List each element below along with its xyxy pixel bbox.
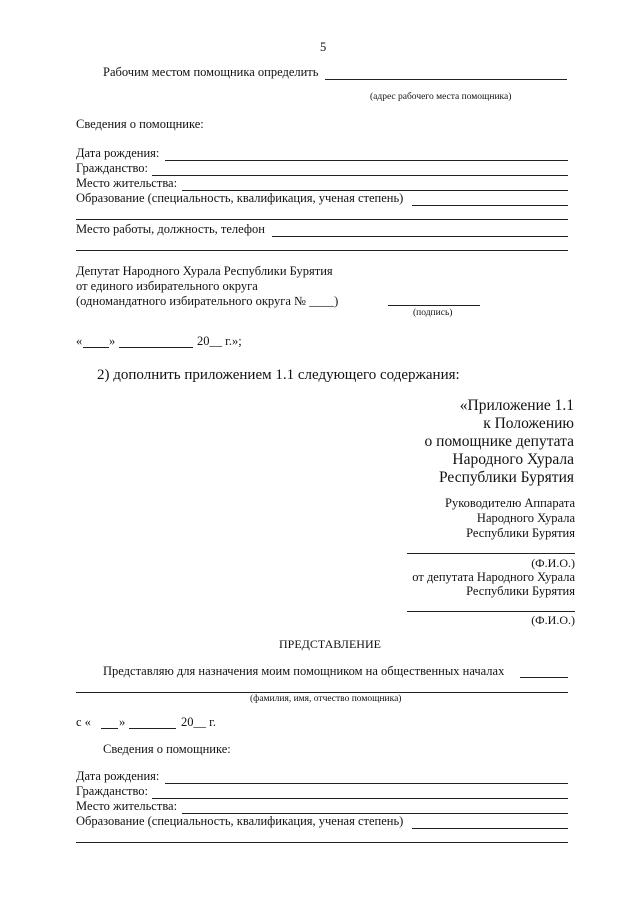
- assistant-info-heading-2: Сведения о помощнике:: [103, 742, 231, 756]
- addressee-fio-caption: (Ф.И.О.): [531, 556, 575, 570]
- appendix-line-5: Республики Бурятия: [439, 469, 574, 486]
- education-extra-line-2[interactable]: [76, 842, 568, 843]
- birth-date-field-line[interactable]: [165, 160, 568, 161]
- appendix-line-1: «Приложение 1.1: [459, 397, 574, 414]
- addressee-line-1: Руководителю Аппарата: [445, 496, 575, 510]
- signature-field-line[interactable]: [388, 305, 480, 306]
- deputy-line-2: от единого избирательного округа: [76, 279, 258, 293]
- education-field-line-2[interactable]: [412, 828, 568, 829]
- addressee-line-2: Народного Хурала: [476, 511, 575, 525]
- workplace-label: Рабочим местом помощника определить: [103, 65, 319, 79]
- date-close-quote: »: [109, 334, 116, 348]
- amendment-text: 2) дополнить приложением 1.1 следующего содержания:: [97, 367, 460, 383]
- page-number: 5: [320, 40, 327, 54]
- birth-date-label: Дата рождения:: [76, 146, 160, 160]
- rep-date-month-field-line[interactable]: [129, 728, 176, 729]
- rep-date-close-quote: »: [119, 715, 126, 729]
- birth-date-field-line-2[interactable]: [165, 783, 568, 784]
- workplace-field-line[interactable]: [325, 79, 567, 80]
- work-field-line[interactable]: [272, 236, 568, 237]
- date-day-field-line[interactable]: [83, 347, 109, 348]
- deputy-line-1: Депутат Народного Хурала Республики Бурятия: [76, 264, 333, 278]
- education-field-line[interactable]: [412, 205, 568, 206]
- assistant-name-extra-line[interactable]: [76, 692, 568, 693]
- residence-label-2: Место жительства:: [76, 799, 178, 813]
- deputy-fio-field-line[interactable]: [407, 611, 575, 612]
- date-open-quote: «: [76, 334, 83, 348]
- citizenship-label: Гражданство:: [76, 161, 149, 175]
- workplace-caption: (адрес рабочего места помощника): [370, 92, 512, 102]
- appendix-line-4: Народного Хурала: [452, 451, 574, 468]
- signature-caption: (подпись): [413, 308, 453, 318]
- rep-date-prefix: с «: [76, 715, 91, 729]
- education-label-2: Образование (специальность, квалификация, ученая степень): [76, 814, 404, 828]
- assistant-name-field-line[interactable]: [520, 677, 568, 678]
- appendix-line-2: к Положению: [483, 415, 574, 432]
- date-year: 20__ г.»;: [197, 334, 242, 348]
- date-month-field-line[interactable]: [119, 347, 193, 348]
- citizenship-field-line-2[interactable]: [152, 798, 568, 799]
- work-label: Место работы, должность, телефон: [76, 222, 265, 236]
- addressee-line-3: Республики Бурятия: [466, 526, 575, 540]
- from-deputy-line-1: от депутата Народного Хурала: [412, 570, 575, 584]
- education-extra-line[interactable]: [76, 219, 568, 220]
- representation-title: ПРЕДСТАВЛЕНИЕ: [279, 637, 381, 651]
- deputy-line-3: (одномандатного избирательного округа № ____): [76, 294, 339, 308]
- citizenship-field-line[interactable]: [152, 175, 568, 176]
- deputy-fio-caption: (Ф.И.О.): [531, 613, 575, 627]
- education-label: Образование (специальность, квалификация, ученая степень): [76, 191, 404, 205]
- work-extra-line[interactable]: [76, 250, 568, 251]
- assistant-info-heading: Сведения о помощнике:: [76, 117, 204, 131]
- appendix-line-3: о помощнике депутата: [424, 433, 574, 450]
- citizenship-label-2: Гражданство:: [76, 784, 149, 798]
- assistant-name-caption: (фамилия, имя, отчество помощника): [250, 694, 402, 704]
- residence-label: Место жительства:: [76, 176, 178, 190]
- birth-date-label-2: Дата рождения:: [76, 769, 160, 783]
- addressee-fio-field-line[interactable]: [407, 553, 575, 554]
- rep-date-year: 20__ г.: [181, 715, 216, 729]
- representation-intro: Представляю для назначения моим помощником на общественных началах: [103, 664, 505, 678]
- from-deputy-line-2: Республики Бурятия: [466, 584, 575, 598]
- rep-date-day-field-line[interactable]: [101, 728, 118, 729]
